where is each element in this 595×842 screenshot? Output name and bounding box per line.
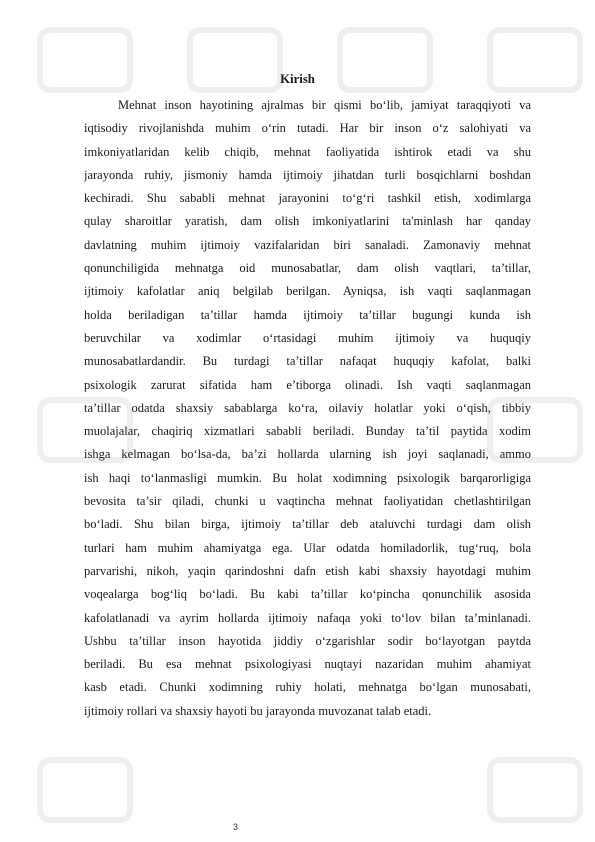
text-line: voqealarga bog‘liq bo‘ladi. Bu kabi ta’tillar ko‘pincha qonunchilik asosida <box>84 587 531 602</box>
text-line: qonunchiligida mehnatga oid munosabatlar, dam olish vaqtlari, ta’tillar, <box>84 261 531 276</box>
text-line: davlatning muhim ijtimoiy vazifalaridan biri sanaladi. Zamonaviy mehnat <box>84 237 531 252</box>
text-line: jarayonda ruhiy, jismoniy hamda ijtimoiy jihatdan turli bosqichlarni boshdan <box>84 167 531 182</box>
text-line: ta’tillar odatda shaxsiy sabablarga ko‘ra, oilaviy holatlar yoki o‘qish, tibbiy <box>84 400 531 415</box>
text-line: bevosita ta’sir qiladi, chunki u vaqtincha mehnat faoliyatidan chetlashtirilgan <box>84 494 531 509</box>
text-line: kechiradi. Shu sababli mehnat jarayonini to‘g‘ri tashkil etish, xodimlarga <box>84 191 531 206</box>
body-paragraph <box>84 94 531 723</box>
text-line: holda beriladigan ta’tillar hamda ijtimoiy ta’tillar bugungi kunda ish <box>84 307 531 322</box>
text-line: munosabatlardandir. Bu turdagi ta’tillar nafaqat huquqiy kafolat, balki <box>84 354 531 369</box>
text-line: ijtimoiy kafolatlar aniq belgilab berilgan. Ayniqsa, ish vaqti saqlanmagan <box>84 284 531 299</box>
text-line: bo‘ladi. Shu bilan birga, ijtimoiy ta’tillar deb ataluvchi turdagi dam olish <box>84 517 531 532</box>
text-line: qulay sharoitlar yaratish, dam olish imkoniyatlarini ta'minlash har qanday <box>84 214 531 229</box>
text-line: kafolatlanadi va ayrim hollarda ijtimoiy nafaqa yoki to‘lov bilan ta’minlanadi. <box>84 610 531 625</box>
text-line: ishga kelmagan bo‘lsa-da, ba’zi hollarda ularning ish joyi saqlanadi, ammo <box>84 447 531 462</box>
text-line: beruvchilar va xodimlar o‘rtasidagi muhim ijtimoiy va huquqiy <box>84 330 531 345</box>
text-line: muolajalar, chaqiriq xizmatlari sababli beriladi. Bunday ta’til paytida xodim <box>84 424 531 439</box>
text-line: beriladi. Bu esa mehnat psixologiyasi nuqtayi nazaridan muhim ahamiyat <box>84 657 531 672</box>
text-line: psixologik zarurat sifatida ham e’tiborga olinadi. Ish vaqti saqlanmagan <box>84 377 531 392</box>
text-line: kasb etadi. Chunki xodimning ruhiy holati, mehnatga bo‘lgan munosabati, <box>84 680 531 695</box>
text-line: turlari ham muhim ahamiyatga ega. Ular odatda homiladorlik, tug‘ruq, bola <box>84 540 531 555</box>
page-number: 3 <box>233 822 239 832</box>
text-line: ish haqi to‘lanmasligi mumkin. Bu holat xodimning psixologik barqarorligiga <box>84 470 531 485</box>
text-line: imkoniyatlaridan kelib chiqib, mehnat faoliyatida ishtirok etadi va shu <box>84 144 531 159</box>
text-line: Mehnat inson hayotining ajralmas bir qismi bo‘lib, jamiyat taraqqiyoti va <box>118 98 531 112</box>
section-heading: Kirish <box>280 72 315 86</box>
text-line: ijtimoiy rollari va shaxsiy hayoti bu jarayonda muvozanat talab etadi. <box>84 703 432 718</box>
text-line: iqtisodiy rivojlanishda muhim o‘rin tutadi. Har bir inson o‘z salohiyati va <box>84 121 531 136</box>
text-line: parvarishi, nikoh, yaqin qarindoshni dafn etish kabi shaxsiy hayotdagi muhim <box>84 563 531 578</box>
text-line: Ushbu ta’tillar inson hayotida jiddiy o‘zgarishlar sodir bo‘layotgan paytda <box>84 633 531 648</box>
